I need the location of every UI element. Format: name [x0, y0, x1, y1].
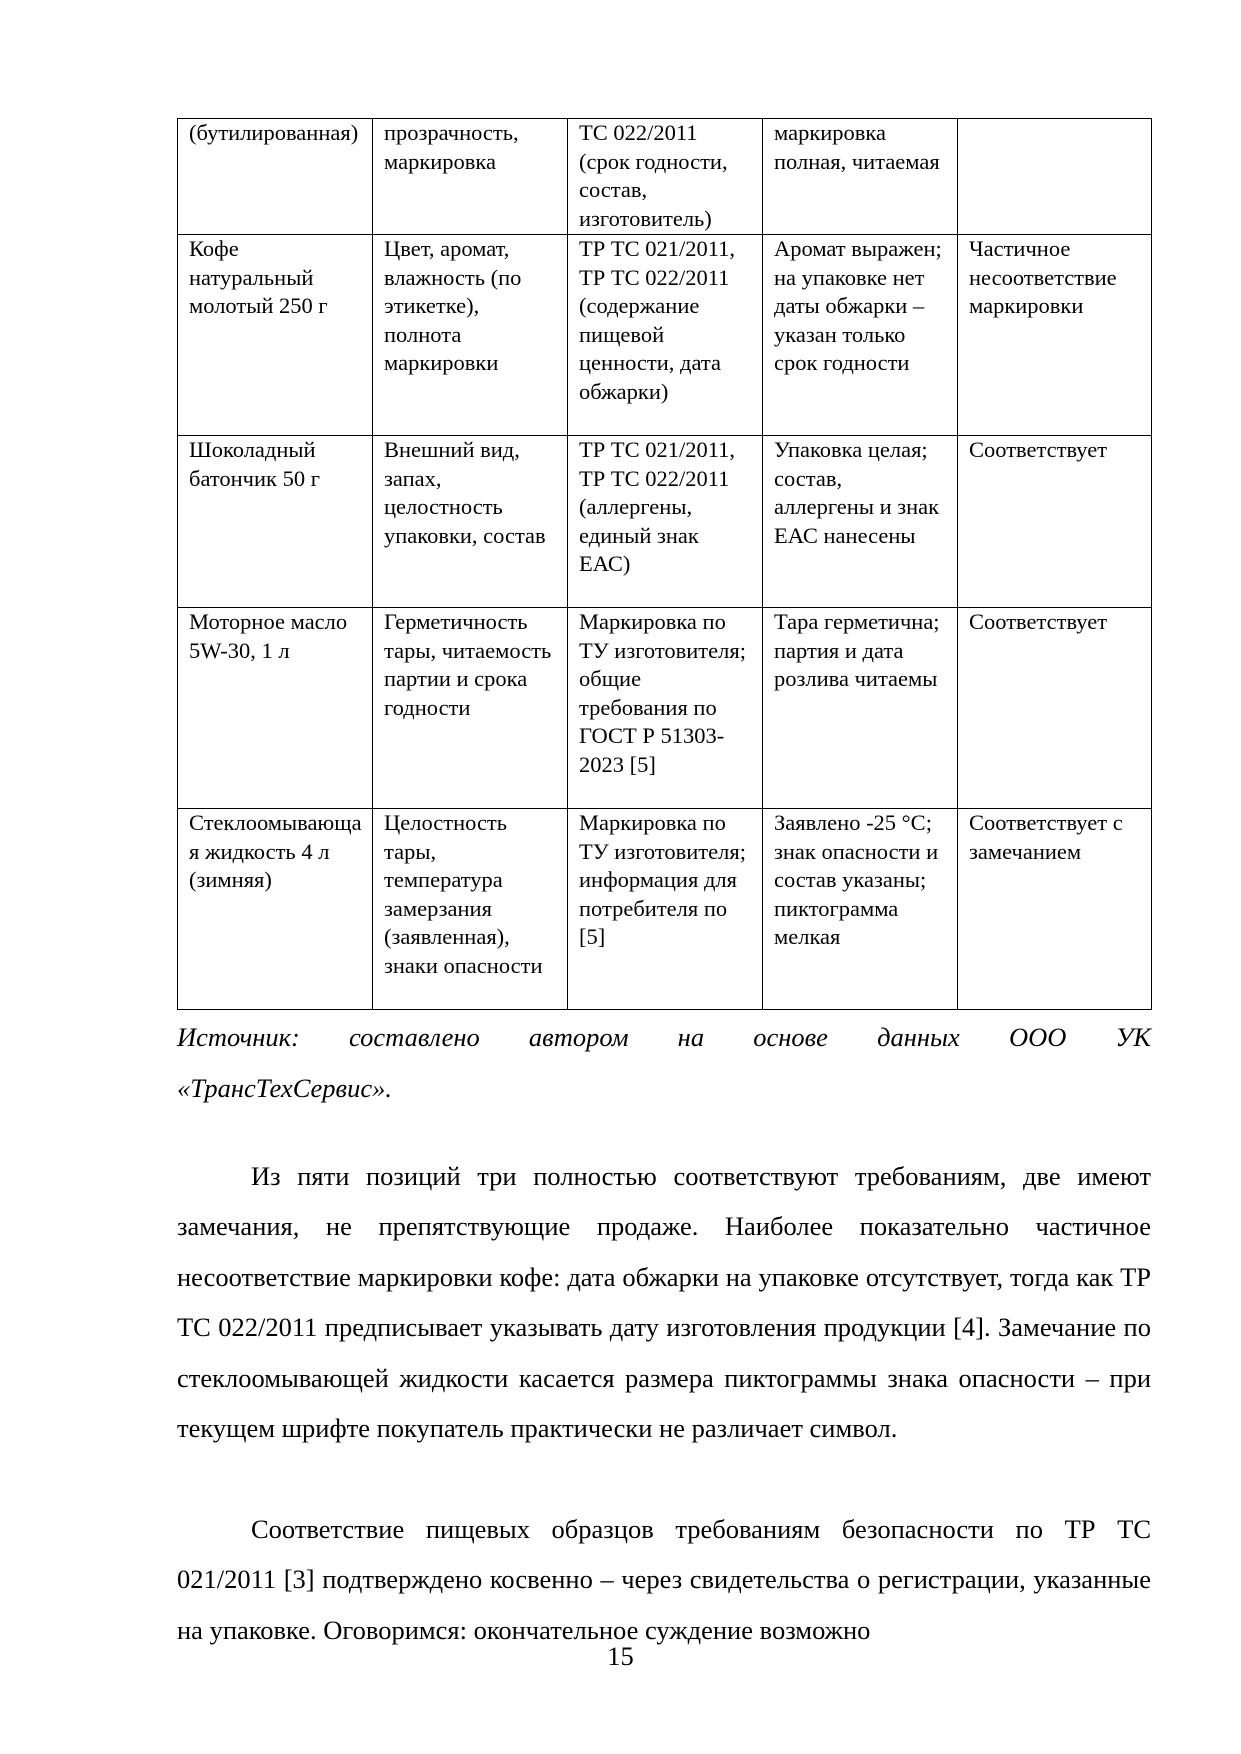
source-line-1: Источник: составлено автором на основе данных ООО УК	[177, 1022, 1151, 1052]
source-line-2: «ТрансТехСервис».	[177, 1072, 392, 1103]
table-cell: Кофе натуральный молотый 250 г	[178, 235, 373, 436]
table-cell: Маркировка по ТУ изготовителя; информация для потребителя по [5]	[568, 809, 763, 1010]
table-row	[178, 119, 1152, 235]
table-cell: маркировка полная, читаемая	[763, 119, 958, 235]
body-paragraph-1: Из пяти позиций три полностью соответствуют требованиям, две имеют замечания, не препятствующие продаже. Наиболее показательно частичное несоответствие маркировки кофе: дата обжарки на упаковке отсутствует, тогда как ТР ТС 022/2011 предписывает указывать дату изготовления продукции [4]. Замечание по стеклоомывающей жидкости касается размера пиктограммы знака опасности – при текущем шрифте покупатель практически не различает символ.	[177, 1160, 1151, 1443]
table-cell: Целостность тары, температура замерзания (заявленная), знаки опасности	[373, 809, 568, 1010]
body-paragraph-2: Соответствие пищевых образцов требованиям безопасности по ТР ТС 021/2011 [3] подтверждено косвенно – через свидетельства о регистрации, указанные на упаковке. Оговоримся: окончательное суждение возможно	[177, 1513, 1151, 1645]
table-cell: Шоколадный батончик 50 г	[178, 436, 373, 608]
table-row	[178, 608, 1152, 809]
table-cell: Упаковка целая; состав, аллергены и знак ЕАС нанесены	[763, 436, 958, 608]
table-cell: Соответствует с замечанием	[958, 809, 1152, 1010]
table-cell	[958, 119, 1152, 235]
table-cell: Заявлено -25 °С; знак опасности и состав указаны; пиктограмма мелкая	[763, 809, 958, 1010]
table-cell: ТР ТС 021/2011, ТР ТС 022/2011 (аллергены, единый знак ЕАС)	[568, 436, 763, 608]
table-cell: ТР ТС 021/2011, ТР ТС 022/2011 (содержание пищевой ценности, дата обжарки)	[568, 235, 763, 436]
table-cell: Цвет, аромат, влажность (по этикетке), полнота маркировки	[373, 235, 568, 436]
table-cell: Частичное несоответствие маркировки	[958, 235, 1152, 436]
table-cell: Стеклоомывающая жидкость 4 л (зимняя)	[178, 809, 373, 1010]
table-source-note	[177, 1012, 1151, 1113]
page-number: 15	[607, 1641, 634, 1671]
table-cell: прозрачность, маркировка	[373, 119, 568, 235]
table-cell: ТС 022/2011 (срок годности, состав, изготовитель)	[568, 119, 763, 235]
table-cell: Тара герметична; партия и дата розлива читаемы	[763, 608, 958, 809]
table-row	[178, 436, 1152, 608]
table-row	[178, 809, 1152, 1010]
table-cell: Моторное масло 5W-30, 1 л	[178, 608, 373, 809]
table-cell: Соответствует	[958, 608, 1152, 809]
table-cell: Соответствует	[958, 436, 1152, 608]
table-cell: Аромат выражен; на упаковке нет даты обжарки – указан только срок годности	[763, 235, 958, 436]
table-cell: Внешний вид, запах, целостность упаковки, состав	[373, 436, 568, 608]
table-row	[178, 235, 1152, 436]
table-cell: (бутилированная)	[178, 119, 373, 235]
table-cell: Герметичность тары, читаемость партии и срока годности	[373, 608, 568, 809]
table-cell: Маркировка по ТУ изготовителя; общие требования по ГОСТ Р 51303-2023 [5]	[568, 608, 763, 809]
inspection-results-table	[177, 118, 1152, 1010]
